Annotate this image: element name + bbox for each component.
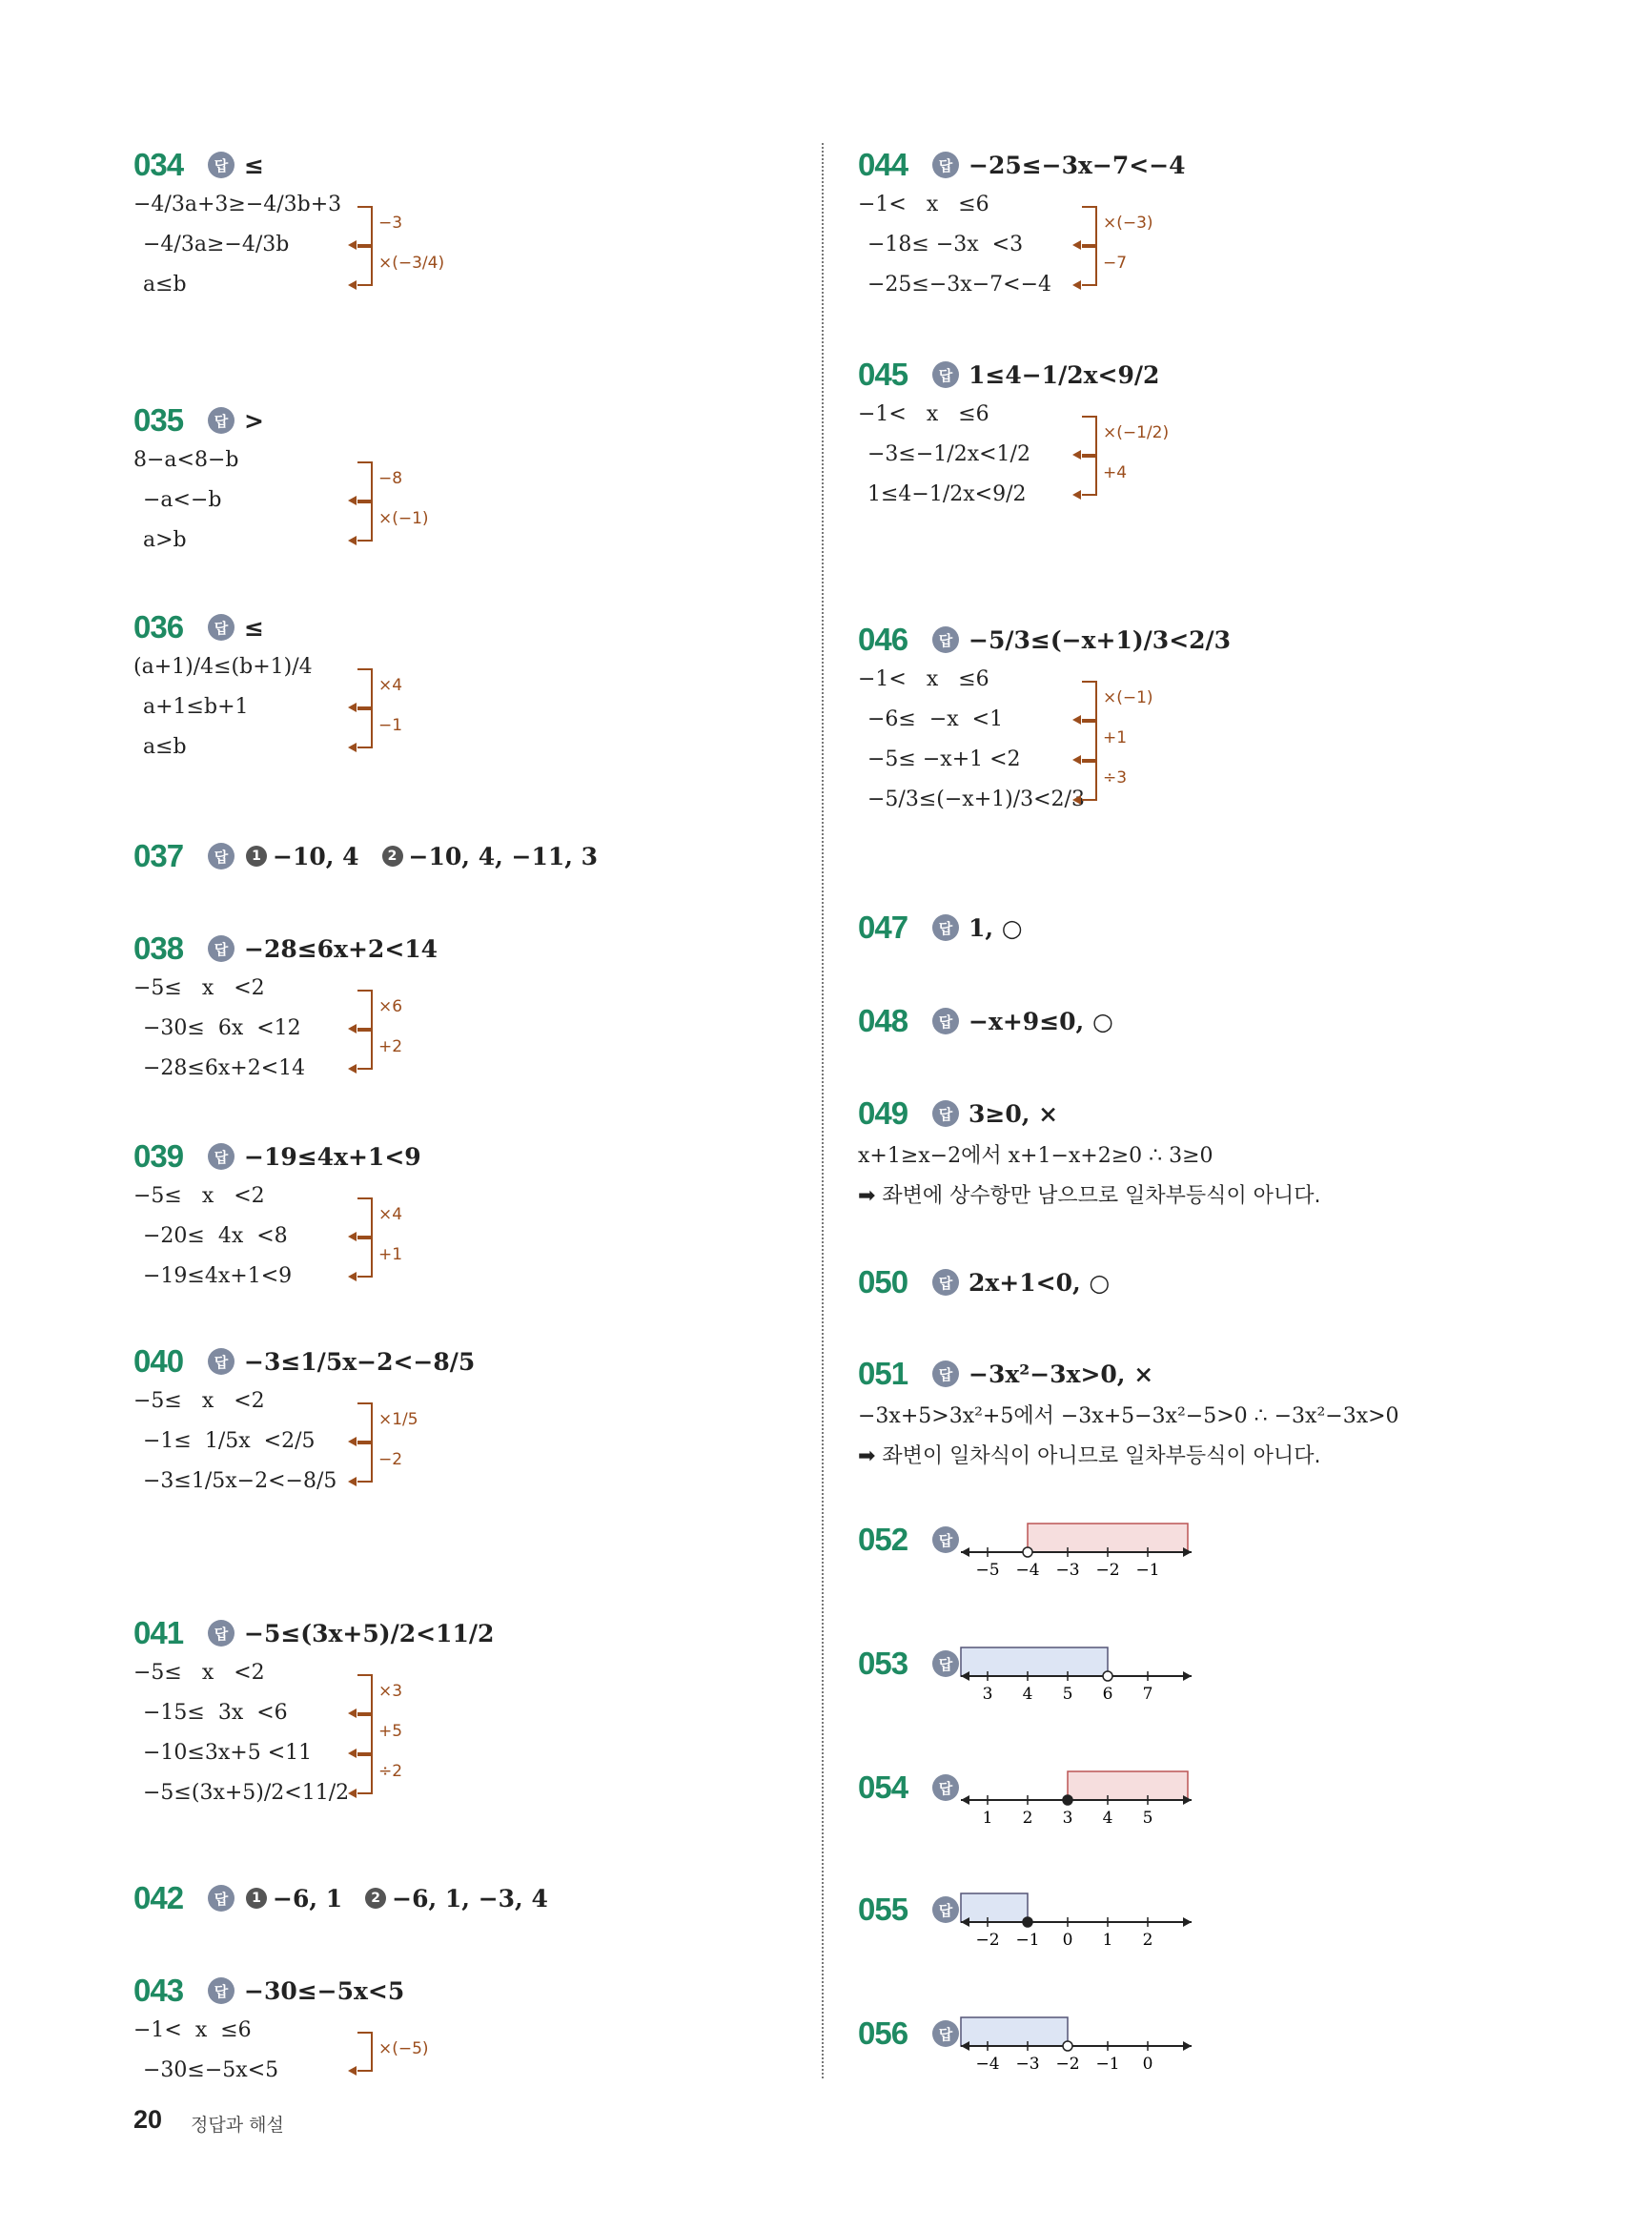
tick-label: −1 [1015,1931,1040,1950]
solution-steps [858,193,1186,322]
step-operation: ×3 [378,1682,403,1701]
answer-text: 1≤4−1/2x<9/2 [969,360,1160,389]
item-header [858,1888,969,1932]
answer-item [133,1611,494,1825]
explanation-note: ➡ 좌변에 상수항만 남으므로 일차부등식이 아니다. [858,1184,1321,1208]
step-operation: ×4 [378,676,403,695]
step-bracket [357,461,373,501]
tick-label: −4 [1015,1561,1040,1580]
solution-step: −30≤ 6x <12 [143,1016,301,1040]
step-operation: −2 [378,1450,403,1469]
explanation-note: ➡ 좌변이 일차식이 아니므로 일차부등식이 아니다. [858,1444,1321,1468]
step-operation: −3 [378,214,403,233]
item-header [133,605,264,649]
step-operation: ×1/5 [378,1410,418,1429]
step-bracket [357,1442,373,1483]
solution-step: −3≤1/5x−2<−8/5 [143,1469,337,1493]
answer-item [858,1518,1160,1594]
tick-label: 4 [1022,1685,1033,1704]
step-operation: ÷2 [378,1762,403,1781]
answer-text: > [244,406,264,435]
item-header [133,399,264,442]
item-header [858,353,1159,397]
step-operation: ×6 [378,997,403,1016]
answer-badge: 답 [932,2020,959,2047]
explanation-note: −3x+5>3x²+5에서 −3x+5−3x²−5>0 ∴ −3x²−3x>0 [858,1404,1399,1428]
item-number: 041 [133,1615,184,1650]
answer-text: −28≤6x+2<14 [244,934,438,963]
item-header [858,618,1231,662]
solution-step: −5≤ −x+1 <2 [867,747,1021,771]
item-header [133,1876,569,1920]
step-bracket [357,1754,373,1794]
answer-text: −x+9≤0, ○ [969,1007,1113,1035]
answer-part: −10, 4, −11, 3 [408,842,599,870]
item-number: 046 [858,622,908,657]
step-operation: ×(−3/4) [378,254,445,273]
number-line [959,2008,1197,2075]
item-number: 040 [133,1343,184,1379]
answer-badge: 답 [208,843,235,869]
answer-item [133,605,403,779]
tick-label: −1 [1095,2055,1120,2074]
item-header [858,999,1113,1043]
solution-step: (a+1)/4≤(b+1)/4 [133,655,313,679]
answer-item [858,618,1231,831]
item-number: 054 [858,1770,908,1805]
tick-label: 4 [1102,1809,1113,1828]
solution-step: −4/3a+3≥−4/3b+3 [133,193,342,216]
answer-text: −25≤−3x−7<−4 [969,151,1186,179]
column-divider [822,143,824,2078]
answer-part: −10, 4 [273,842,359,870]
answer-badge: 답 [932,1650,959,1677]
item-number: 035 [133,402,184,438]
page-number: 20 [133,2105,163,2134]
answer-badge: 답 [208,1348,235,1375]
item-header [133,834,619,878]
step-bracket [1082,761,1097,801]
item-header [133,1611,494,1655]
step-operation: ×4 [378,1205,403,1224]
step-operation: ÷3 [1103,768,1128,788]
item-number: 048 [858,1003,908,1038]
answer-badge: 답 [932,361,959,388]
answer-badge: 답 [932,1526,959,1553]
answer-badge: 답 [208,1977,235,2004]
answer-text: −19≤4x+1<9 [244,1142,421,1171]
step-operation: −1 [378,716,403,735]
answer-text: −5≤(3x+5)/2<11/2 [244,1619,495,1647]
answer-item [133,834,619,878]
axis-arrow-icon [961,1547,969,1557]
answer-item [858,1642,1153,1718]
step-bracket [1082,721,1097,761]
solution-step: −19≤4x+1<9 [143,1264,293,1288]
step-operation: +4 [1103,463,1128,482]
solution-step: −1< x ≤6 [858,667,989,691]
axis-arrow-icon [961,1795,969,1805]
answer-item [133,143,445,317]
step-bracket [357,1674,373,1714]
step-marker-icon: 1 [246,1888,267,1909]
solution-region [1068,1771,1188,1800]
solution-step: −a<−b [143,488,222,512]
item-header [858,1092,1058,1135]
answer-text: 2x+1<0, ○ [969,1268,1111,1297]
item-header [133,1340,475,1383]
solution-step: −5≤ x <2 [133,1661,265,1685]
answer-item [858,353,1170,526]
step-marker-icon: 1 [246,846,267,867]
solution-step: −1< x ≤6 [133,2018,252,2042]
answer-item [858,143,1186,317]
step-operation: ×(−1/2) [1103,423,1170,442]
step-bracket [357,1402,373,1442]
solution-step: −6≤ −x <1 [867,707,1004,731]
answer-text: 3≥0, × [969,1099,1059,1128]
item-number: 038 [133,931,184,966]
answer-part: −6, 1, −3, 4 [392,1884,548,1913]
tick-label: 0 [1062,1931,1073,1950]
tick-label: 6 [1102,1685,1113,1704]
item-number: 039 [133,1138,184,1174]
tick-label: 5 [1062,1685,1073,1704]
item-number: 037 [133,838,184,873]
tick-label: 3 [1062,1809,1073,1828]
tick-label: 7 [1142,1685,1153,1704]
step-bracket [357,1197,373,1238]
footer-label: 정답과 해설 [191,2115,284,2136]
tick-label: −4 [975,2055,1000,2074]
solution-steps [133,2018,429,2108]
axis-arrow-icon [1183,1671,1192,1681]
axis-arrow-icon [1183,2041,1192,2051]
answer-text: −3≤1/5x−2<−8/5 [244,1347,476,1376]
step-operation: +1 [1103,728,1128,747]
step-bracket [357,708,373,748]
answer-item [858,999,1113,1043]
step-bracket [357,206,373,246]
answer-badge: 답 [932,1269,959,1296]
tick-label: −2 [1055,2055,1080,2074]
solution-step: a>b [143,528,187,552]
step-bracket [1082,416,1097,456]
answer-text: −5/3≤(−x+1)/3<2/3 [969,625,1232,654]
step-bracket [357,2032,373,2072]
closed-endpoint [1063,1795,1072,1805]
solution-step: a+1≤b+1 [143,695,249,719]
answer-badge: 답 [932,1361,959,1387]
number-line [959,1762,1197,1829]
answer-badge: 답 [932,1008,959,1034]
step-operation: −8 [378,469,403,488]
answer-item [133,1969,429,2102]
step-bracket [1082,206,1097,246]
tick-label: −3 [1055,1561,1080,1580]
solution-steps [133,1389,475,1519]
solution-step: −5/3≤(−x+1)/3<2/3 [867,788,1085,811]
solution-step: −28≤6x+2<14 [143,1056,306,1080]
solution-step: −25≤−3x−7<−4 [867,273,1051,297]
answer-item [133,1876,569,1920]
solution-step: −15≤ 3x <6 [143,1701,288,1725]
step-bracket [357,501,373,542]
answer-badge: 답 [932,1100,959,1127]
answer-item [858,1092,1321,1208]
item-header [133,1969,404,2013]
item-header [858,2012,969,2056]
answer-item [858,2012,1153,2088]
item-number: 050 [858,1264,908,1299]
solution-step: −1≤ 1/5x <2/5 [143,1429,316,1453]
closed-endpoint [1023,1917,1032,1927]
step-operation: −7 [1103,254,1128,273]
solution-step: −5≤(3x+5)/2<11/2 [143,1781,350,1805]
solution-step: −5≤ x <2 [133,1389,265,1413]
answer-item [858,1260,1110,1304]
item-number: 044 [858,147,908,182]
solution-steps [858,667,1231,837]
item-number: 036 [133,609,184,644]
answer-badge: 답 [932,914,959,941]
solution-step: −3≤−1/2x<1/2 [867,442,1030,466]
item-header [858,143,1186,187]
answer-badge: 답 [208,152,235,178]
tick-label: 5 [1142,1809,1153,1828]
open-endpoint [1023,1547,1032,1557]
answer-badge: 답 [208,407,235,434]
tick-label: 2 [1142,1931,1153,1950]
answer-text: ≤ [244,151,264,179]
item-header [858,1518,969,1562]
solution-step: −18≤ −3x <3 [867,233,1024,256]
solution-step: 1≤4−1/2x<9/2 [867,482,1027,506]
answer-badge: 답 [208,1885,235,1912]
number-line [959,1638,1197,1705]
step-operation: ×(−1) [378,509,429,528]
step-marker-icon: 2 [365,1888,386,1909]
solution-step: −4/3a≥−4/3b [143,233,290,256]
step-operation: +1 [378,1245,403,1264]
solution-steps [133,1661,494,1831]
answer-badge: 답 [932,152,959,178]
tick-label: 1 [982,1809,993,1828]
step-bracket [357,990,373,1030]
solution-step: −1< x ≤6 [858,402,989,426]
solution-steps [133,976,438,1106]
tick-label: 3 [982,1685,993,1704]
item-number: 049 [858,1095,908,1131]
number-line [959,1884,1197,1951]
step-bracket [357,1714,373,1754]
tick-label: 2 [1022,1809,1033,1828]
answer-item [133,927,438,1100]
item-header [133,927,438,971]
step-operation: ×(−1) [1103,688,1153,707]
step-bracket [357,246,373,286]
item-header [133,1135,421,1178]
answer-badge: 답 [932,1896,959,1923]
answer-badge: 답 [932,626,959,653]
step-marker-icon: 2 [382,846,403,867]
item-header [858,1352,1153,1396]
tick-label: −1 [1135,1561,1160,1580]
answer-item [858,1352,1399,1468]
solution-steps [133,448,429,578]
solution-steps [133,1184,421,1314]
item-header [858,1642,969,1686]
answer-badge: 답 [208,1143,235,1170]
answer-badge: 답 [932,1774,959,1801]
item-header [133,143,264,187]
solution-step: −5≤ x <2 [133,976,265,1000]
answer-part: −6, 1 [273,1884,343,1913]
item-number: 051 [858,1356,908,1391]
open-endpoint [1103,1671,1112,1681]
answer-text: −30≤−5x<5 [244,1976,405,2005]
step-operation: ×(−3) [1103,214,1153,233]
solution-step: 8−a<8−b [133,448,239,472]
item-header [858,1766,969,1810]
solution-step: −10≤3x+5 <11 [143,1741,313,1765]
solution-steps [858,402,1170,532]
axis-arrow-icon [1183,1917,1192,1927]
solution-step: −20≤ 4x <8 [143,1224,288,1248]
step-bracket [1082,681,1097,721]
step-operation: +5 [378,1722,403,1741]
answer-item [133,399,429,572]
item-number: 052 [858,1522,908,1557]
solution-region [961,2017,1068,2046]
solution-step: −30≤−5x<5 [143,2058,279,2082]
item-header [858,1260,1110,1304]
item-number: 043 [133,1973,184,2008]
solution-steps [133,193,445,322]
explanation-note: x+1≥x−2에서 x+1−x+2≥0 ∴ 3≥0 [858,1144,1214,1168]
answer-text: 1, ○ [969,913,1023,942]
item-number: 042 [133,1880,184,1915]
tick-label: −3 [1015,2055,1040,2074]
item-header [858,906,1023,950]
solution-step: −1< x ≤6 [858,193,989,216]
answer-item [133,1135,421,1308]
solution-step: a≤b [143,735,187,759]
step-operation: ×(−5) [378,2039,429,2058]
answer-badge: 답 [208,935,235,962]
answer-badge: 답 [208,614,235,641]
item-number: 045 [858,357,908,392]
answer-item [133,1340,475,1513]
answer-badge: 답 [208,1620,235,1647]
answer-text: ≤ [244,613,264,642]
step-bracket [357,1030,373,1070]
solution-steps [133,655,403,785]
solution-region [961,1893,1028,1922]
solution-region [961,1647,1108,1676]
tick-label: −2 [975,1931,1000,1950]
step-bracket [357,668,373,708]
solution-step: a≤b [143,273,187,297]
item-number: 055 [858,1892,908,1927]
tick-label: −2 [1095,1561,1120,1580]
answer-item [858,1888,1153,1964]
answer-item [858,1766,1153,1842]
step-bracket [1082,246,1097,286]
step-bracket [1082,456,1097,496]
tick-label: −5 [975,1561,1000,1580]
item-number: 047 [858,910,908,945]
step-operation: +2 [378,1037,403,1056]
number-line [959,1514,1197,1581]
item-number: 034 [133,147,184,182]
item-number: 056 [858,2015,908,2051]
tick-label: 0 [1142,2055,1153,2074]
solution-step: −5≤ x <2 [133,1184,265,1208]
tick-label: 1 [1102,1931,1113,1950]
item-number: 053 [858,1646,908,1681]
answer-item [858,906,1023,950]
open-endpoint [1063,2041,1072,2051]
answer-text: −3x²−3x>0, × [969,1360,1154,1388]
step-bracket [357,1238,373,1278]
